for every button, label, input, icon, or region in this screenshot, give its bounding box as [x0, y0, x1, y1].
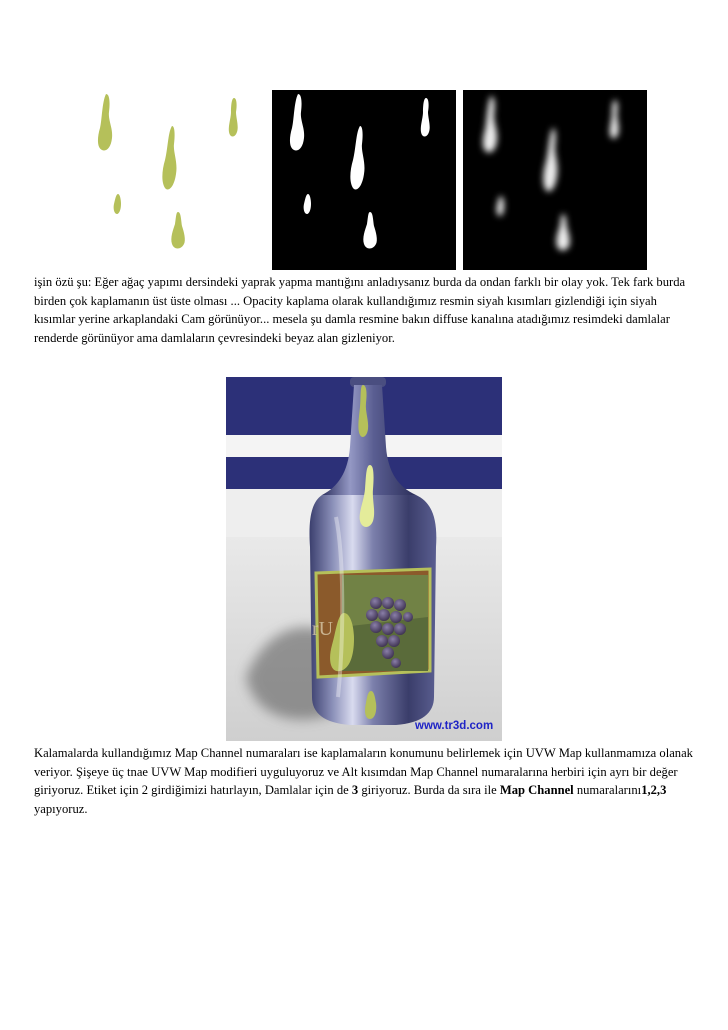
paragraph2-bold-1: 3 [351, 783, 359, 798]
paragraph2-text-2: giriyoruz. Burda da sıra ile [358, 783, 500, 798]
paragraph2-text-1: Kalamalarda kullandığımız Map Channel numaraları ise kaplamaların konumunu belirlemek için UVW Map kullanmamıza olanak veriyor. Şişeye üç tnae UVW Map modifieri uyguluyoruz ve Alt kısımdan Map Channel numaralarına herbiri için ayrı bir değer giriyoruz. Etiket için 2 girdiğimizi hatırlayın, Damlalar için de [34, 746, 693, 798]
droplet-diffuse-icon [80, 90, 270, 270]
paragraph-map-channel [34, 744, 694, 818]
paragraph-intro: işin özü şu: Eğer ağaç yapımı dersindeki yaprak yapma mantığını anladıysanız burda da ondan farklı bir olay yok. Tek fark burda birden çok kaplamanın üst üste olması ... Opacity kaplama olarak kullandığımız resmin siyah kısımları gizlendiği için siyah kısımlar yerine arkaplandaki Cam görünüyor... mesela şu damla resmine bakın diffuse kanalına atadığımız resimdeki damlalar renderde görünüyor ama damlaların çevresindeki beyaz alan gizleniyor. [34, 275, 686, 345]
droplet-opacity-mask-texture [272, 90, 456, 270]
droplet-blurred-mask-texture [463, 90, 647, 270]
paragraph2-bold-3: 1,2,3 [641, 783, 667, 798]
droplet-blurred-mask-icon [463, 90, 647, 270]
droplet-opacity-mask-icon [272, 90, 456, 270]
watermark-link[interactable]: www.tr3d.com [415, 720, 494, 732]
paragraph2-bold-2: Map Channel [499, 783, 574, 798]
bottle-render-image [226, 377, 502, 741]
paragraph2-text-3: numaralarını [573, 783, 642, 798]
bottle-render-icon [226, 377, 502, 741]
droplet-diffuse-texture [80, 90, 270, 270]
label-fragment: rU [312, 618, 334, 640]
paragraph2-text-4: yapıyoruz. [34, 801, 88, 816]
